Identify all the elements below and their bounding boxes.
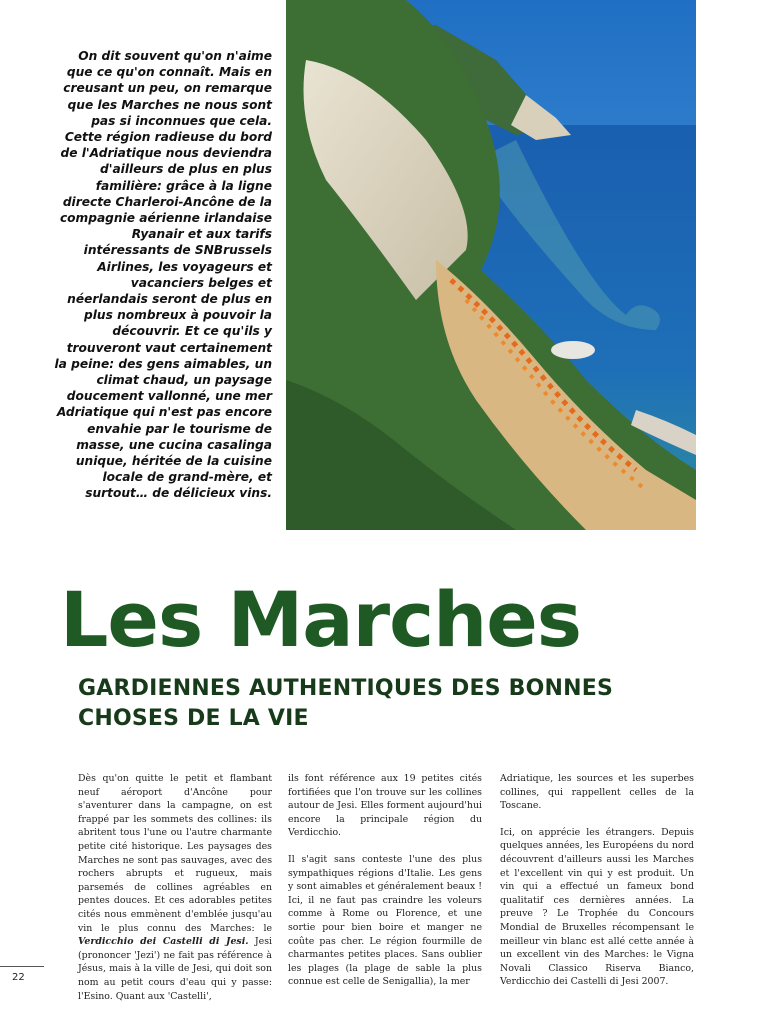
column-1-text-a: Dès qu'on quitte le petit et flambant neuf aéroport d'Ancône pour s'aventurer dans la campagne, on est frappé par les sommets des collines: ils abritent tous l'une ou l'autre charmante petite cité historique. Les paysages des Marches ne sont pas sauvages, avec des rochers abrupts et rugueux, mais parsemés de collines agréables en pentes douces. Et ces adorables petites cités nous emmènent d'emblée jusqu'au vin le plus connu des Marches: le xyxy=(78,773,272,934)
page-number: 22 xyxy=(12,972,25,983)
column-3-paragraph-1: Adriatique, les sources et les superbes collines, qui rappellent celles de la Toscane. xyxy=(500,773,694,812)
wine-name: Verdicchio dei Castelli di Jesi. xyxy=(78,936,249,948)
text-column-1 xyxy=(78,772,272,1016)
coastline-illustration xyxy=(286,0,696,530)
intro-paragraph: On dit souvent qu'on n'aime que ce qu'on connaît. Mais en creusant un peu, on remarque que les Marches ne nous sont pas si inconnues que cela. Cette région radieuse du bord de l'Adriatique nous deviendra d'ailleurs de plus en plus familière: grâce à la ligne directe Charleroi-Ancône de la compagnie aérienne irlandaise Ryanair et aux tarifs intéressants de SNBrussels Airlines, les voyageurs et vacanciers belges et néerlandais seront de plus en plus nombreux à pouvoir la découvrir. Et ce qu'ils y trouveront vaut certainement la peine: des gens aimables, un climat chaud, un paysage doucement vallonné, une mer Adriatique qui n'est pas encore envahie par le tourisme de masse, une cucina casalinga unique, héritée de la cuisine locale de grand-mère, et surtout… de délicieux vins. xyxy=(54,49,272,501)
text-column-2 xyxy=(288,772,482,1002)
page-subtitle: GARDIENNES AUTHENTIQUES DES BONNES CHOSES DE LA VIE xyxy=(78,676,613,731)
coastline-photo xyxy=(286,0,696,530)
column-2-paragraph-2: Il s'agit sans conteste l'une des plus sympathiques régions d'Italie. Les gens y sont aimables et généralement beaux ! Ici, il ne faut pas craindre les voleurs comme à Rome ou Florence, et une sortie pour bien boire et manger ne coûte pas cher. Le région fourmille de charmantes petites places. Sans oublier les plages (la plage de sable la plus connue est celle de Senigallia), la mer xyxy=(288,853,482,988)
column-2-paragraph-1: ils font référence aux 19 petites cités fortifiées que l'on trouve sur les collines autour de Jesi. Elles forment aujourd'hui encore la principale région du Verdicchio. xyxy=(288,773,482,839)
column-1-paragraph xyxy=(78,772,272,1003)
text-column-3 xyxy=(500,772,694,1002)
column-3-paragraph-2: Ici, on apprécie les étrangers. Depuis quelques années, les Européens du nord découvrent d'ailleurs aussi les Marches et l'excellent vin qui y est produit. Un vin qui a effectué un fameux bond qualitatif ces dernières années. La preuve ? Le Trophée du Concours Mondial de Bruxelles récompensant le meilleur vin blanc est allé cette année à un excellent vin des Marches: le Vigna Novali Classico Riserva Bianco, Verdicchio dei Castelli di Jesi 2007. xyxy=(500,826,694,988)
page-title: Les Marches xyxy=(60,575,581,664)
column-1-text-b: Jesi (prononcer 'Jezi') ne fait pas référence à Jésus, mais à la ville de Jesi, qui doit son nom au petit cours d'eau qui y passe: l'Esino. Quant aux 'Castelli', xyxy=(78,936,272,1002)
folio-rule xyxy=(0,966,44,967)
